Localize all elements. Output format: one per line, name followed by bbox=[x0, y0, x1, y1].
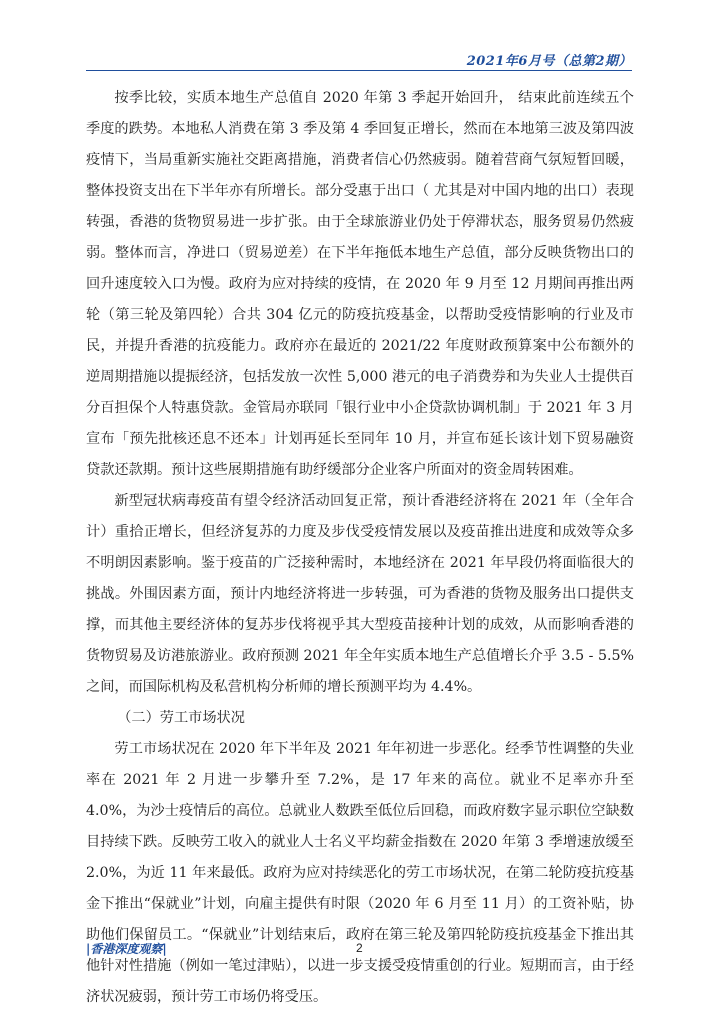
paragraph-labor: 劳工市场状况在 2020 年下半年及 2021 年年初进一步恶化。经季节性调整的失业率在 2021 年 2 月进一步攀升至 7.2%，是 17 年来的高位。就业不足率亦升至 4.0%，为沙士疫情后的高位。总就业人数跌至低位后回稳，而政府数字显示职位空缺数目持续下跌。反映劳工收入的就业人士名义平均薪金指数在 2020 年第 3 季增速放缓至 2.0%，为近 11 年来最低。政府为应对持续恶化的劳工市场状况，在第二轮防疫抗疫基金下推出“保就业”计划，向雇主提供有时限（2020 年 6 月至 11 月）的工资补贴，协助他们保留员工。“保就业”计划结束后，政府在第三轮及第四轮防疫抗疫基金下推出其他针对性措施（例如一笔过津贴），以进一步支援受疫情重创的行业。短期而言，由于经济状况疲弱，预计劳工市场仍将受压。 bbox=[86, 741, 634, 1005]
header-rule bbox=[86, 70, 632, 71]
document-body bbox=[86, 83, 634, 1013]
page-number: 2 bbox=[356, 941, 363, 955]
paragraph-gdp: 按季比较，实质本地生产总值自 2020 年第 3 季起开始回升， 结束此前连续五个季度的跌势。本地私人消费在第 3 季及第 4 季回复正增长，然而在本地第三波及第四波疫情下，当局重新实施社交距离措施，消费者信心仍然疲弱。随着营商气氛短暂回暖，整体投资支出在下半年亦有所增长。部分受惠于出口（ 尤其是对中国内地的出口）表现转强，香港的货物贸易进一步扩张。由于全球旅游业仍处于停滞状态，服务贸易仍然疲弱。整体而言，净进口（贸易逆差）在下半年拖低本地生产总值，部分反映货物出口的回升速度较入口为慢。政府为应对持续的疫情，在 2020 年 9 月至 12 月期间再推出两轮（第三轮及第四轮）合共 304 亿元的防疫抗疫基金，以帮助受疫情影响的行业及市民，并提升香港的抗疫能力。政府亦在最近的 2021/22 年度财政预算案中公布额外的逆周期措施以提振经济，包括发放一次性 5,000 港元的电子消费券和为失业人士提供百分百担保个人特惠贷款。金管局亦联同「银行业中小企贷款协调机制」于 2021 年 3 月宣布「预先批核还息不还本」计划再延长至同年 10 月，并宣布延长该计划下贸易融资贷款还款期。预计这些展期措施有助纾缓部分企业客户所面对的资金周转困难。 bbox=[86, 90, 634, 478]
paragraph-outlook: 新型冠状病毒疫苗有望令经济活动回复正常，预计香港经济将在 2021 年（全年合计）重拾正增长，但经济复苏的力度及步伐受疫情发展以及疫苗推出进度和成效等众多不明朗因素影响。鉴于疫苗的广泛接种需时，本地经济在 2021 年早段仍将面临很大的挑战。外围因素方面，预计内地经济将进一步转强，可为香港的货物及服务出口提供支撑，而其他主要经济体的复苏步伐将视乎其大型疫苗接种计划的成效，从而影响香港的货物贸易及访港旅游业。政府预测 2021 年全年实质本地生产总值增长介乎 3.5 - 5.5% 之间，而国际机构及私营机构分析师的增长预测平均为 4.4%。 bbox=[86, 493, 634, 695]
publication-name: |香港深度观察| bbox=[86, 942, 167, 956]
section-subheading: （二）劳工市场状况 bbox=[117, 710, 245, 726]
issue-label: 2021年6月号（总第2期） bbox=[466, 54, 632, 69]
